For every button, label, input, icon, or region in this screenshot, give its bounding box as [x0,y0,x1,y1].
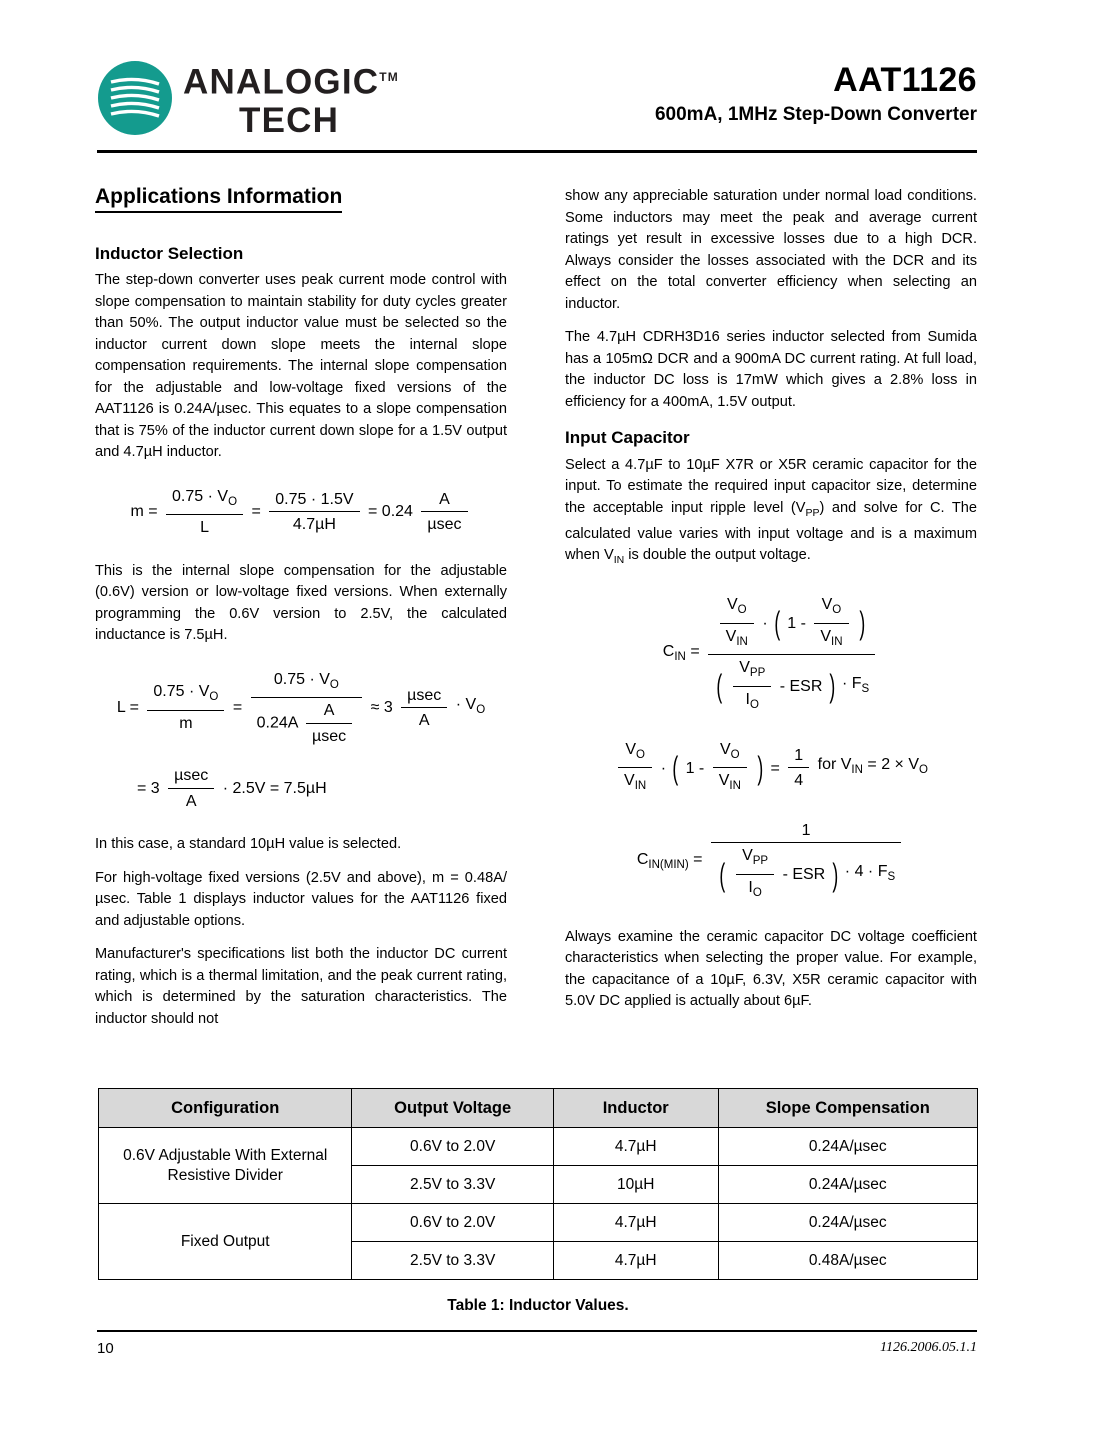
eq5-den-fraction [736,845,774,904]
eq3-num-dot: · [762,614,768,632]
table-header-row [99,1089,978,1128]
eq3-den-tail: · $F_S$ [841,675,870,696]
eq2-equals-1: = [232,699,243,717]
eq4-paren-open: ( [672,749,679,786]
table-caption: Table 1: Inductor Values. [447,1297,629,1314]
eq5-den-esr: - ESR [782,866,826,884]
eq5-den-paren-open: ( [719,856,726,893]
th-slope-compensation: Slope Compensation [718,1089,977,1128]
inductor-values-table [98,1088,978,1280]
footer-divider [97,1330,977,1332]
paragraph-inductor-3: In this case, a standard 10µH value is selected. [95,836,402,853]
eq4-res-num: 1 [788,745,809,769]
eq1-lhs: m = [130,503,158,521]
page-title: Applications Information [95,186,342,213]
eq1-f1-num: $0.75 \cdot V_O$ [166,486,243,516]
eq5-numerator: 1 [711,820,901,844]
eq2-f2-den-num: A [306,700,352,724]
eq2-tail: · $V_O$ [455,696,486,717]
eq4-tail: for $V_{IN} = 2 \times V_O$ [817,756,928,777]
eq2-f2-den-den: µsec [312,727,347,745]
eq1-equals-1: = [251,503,261,521]
eq5-lhs: $C_{IN(MIN)}$ = [636,850,703,871]
eq4-f1-den: $V_{IN}$ [624,772,647,793]
left-column [95,186,507,1042]
paragraph-right-3: Select a 4.7µF to 10µF X7R or X5R ceramic capacitor for the input. To estimate the required input capacitor size, determine the acceptable input ripple level $(V_{PP})$ and solve for C. The calculated value varies with input voltage and is a maximum when $V_{IN}$ is double the output voltage. [565,456,977,567]
part-subtitle: 600mA, 1MHz Step-Down Converter [654,104,977,125]
cell-slope-compensation: 0.48A/µsec [718,1242,977,1280]
eq2-f3-num: µsec [401,685,447,709]
eq5-den-f-den: $I_O$ [748,879,762,900]
eq2-f1-den: m [179,715,193,733]
eq2-f1-num: $0.75 \cdot V_O$ [147,681,224,711]
eq3-num-one: 1 - [787,614,806,632]
page-footer [97,1340,977,1357]
analogic-tech-logo-icon [97,60,173,136]
eq1-fraction-2 [269,489,359,536]
eq3-num-f2-den: $V_{IN}$ [820,627,843,648]
eq4-f2-num: $V_O$ [713,739,747,769]
company-logo [97,56,517,142]
equation-ratio [565,739,977,798]
paragraph-inductor-5: Manufacturer's specifications list both the inductor DC current rating, which is a thermal limitation, and the peak current rating, which is determined by the saturation characteristics. The inductor should not [95,946,507,1027]
eq5-den-tail: · $4 \cdot F_S$ [844,863,896,884]
eq3-paren-close: ) [859,604,866,641]
eq2-line2-num: µsec [168,765,214,789]
eq5-denominator [711,843,901,904]
eq1-f3-num: A [421,489,467,513]
eq2-f3-den: A [418,712,430,730]
eq3-den-paren-close: ) [829,668,836,705]
eq4-fraction-1 [618,739,652,798]
eq1-f3-den: µsec [427,516,462,534]
header-divider [97,150,977,153]
eq4-one: 1 - [685,759,705,777]
page-header [97,46,977,151]
eq1-fraction-1 [166,486,243,539]
cell-output-voltage: 0.6V to 2.0V [352,1128,553,1166]
eq2-approx: ≈ 3 [370,699,393,717]
eq2-f2-den: 0.24A $\frac{A}{\text{µsec}}$ [251,698,363,747]
eq2-line2-post: · 2.5V = 7.5µH [222,780,327,798]
eq3-den-esr: - ESR [779,678,823,696]
eq3-numerator [708,594,875,655]
eq3-denominator [708,655,875,716]
trademark-mark: TM [379,70,399,84]
equation-cin-min [565,820,977,905]
eq1-f1-den: L [200,519,209,537]
eq5-den-f-num: $V_{PP}$ [736,845,774,875]
eq2-lhs: L = [116,699,139,717]
th-configuration: Configuration [99,1089,352,1128]
eq2-fraction-1 [147,681,224,734]
eq2-f2-num: $0.75 \cdot V_O$ [251,669,363,699]
eq3-den-paren-open: ( [716,668,723,705]
cell-inductor: 10µH [553,1166,718,1204]
cell-inductor: 4.7µH [553,1242,718,1280]
right-column [565,186,977,1025]
cell-inductor: 4.7µH [553,1204,718,1242]
th-inductor: Inductor [553,1089,718,1128]
cell-config-fixed: Fixed Output [99,1204,352,1280]
table-row [99,1204,978,1242]
eq3-lhs: $C_{IN}$ = [662,643,700,664]
table-row [99,1128,978,1166]
eq4-res-den: 4 [794,772,804,790]
equation-inductance [95,669,507,813]
cell-output-voltage: 0.6V to 2.0V [352,1204,553,1242]
eq2-fraction-2 [251,669,363,748]
eq4-dot: · [660,759,667,777]
eq2-line2-pre: = 3 [137,780,160,798]
cell-inductor: 4.7µH [553,1128,718,1166]
eq1-f2-den: 4.7µH [292,516,336,534]
eq4-paren-close: ) [757,749,764,786]
paragraph-right-2: The 4.7µH CDRH3D16 series inductor selected from Sumida has a 105mΩ DCR and a 900mA DC current rating. At full load, the inductor DC loss is 17mW which gives a 2.8% loss in efficiency for a 400mA, 1.5V output. [565,329,977,410]
equation-slope-compensation [95,486,507,539]
eq4-fraction-2 [713,739,747,798]
eq4-result-fraction [788,745,809,792]
paragraph-inductor-1: The step-down converter uses peak current mode control with slope compensation to maintain stability for duty cycles greater than 50%. The output inductor value must be selected so the inductor current down slope meets the internal slope compensation requirements. The internal slope compensation for the adjustable and low-voltage fixed versions of the AAT1126 is 0.24A/µsec. This equates to a slope compensation that is 75% of the inductor current down slope for a 1.5V output and 4.7µH inductor. [95,272,507,460]
cell-output-voltage: 2.5V to 3.3V [352,1166,553,1204]
eq5-den-paren-close: ) [832,856,838,893]
eq3-paren-open: ( [774,604,781,641]
eq2-f2-den-fraction [306,700,352,747]
cell-config-adjustable: 0.6V Adjustable With External Resistive Divider [99,1128,352,1204]
eq3-den-f-num: $V_{PP}$ [733,657,771,687]
eq3-num-fraction-2 [814,594,848,653]
eq1-fraction-3 [421,489,467,536]
cell-slope-compensation: 0.24A/µsec [718,1166,977,1204]
header-part-info [457,60,977,128]
part-number: AAT1126 [833,61,977,99]
document-id: 1126.2006.05.1.1 [880,1340,977,1355]
cell-slope-compensation: 0.24A/µsec [718,1204,977,1242]
paragraph-right-1: show any appreciable saturation under normal load conditions. Some inductors may meet the peak and average current ratings yet result in excessive losses due to a high DCR. Always consider the losses associated with the DCR and its effect on the total converter efficiency when selecting an inductor. [565,188,977,312]
eq3-num-fraction-1 [720,594,754,653]
page-number: 10 [97,1340,114,1357]
paragraph-right-4: Always examine the ceramic capacitor DC voltage coefficient characteristics when selecting the proper value. For example, the capacitance of a 10µF, 6.3V, X5R ceramic capacitor with 5.0V DC applied is actually about 6µF. [565,928,977,1010]
eq3-num-f1-den: $V_{IN}$ [725,627,748,648]
cell-output-voltage: 2.5V to 3.3V [352,1242,553,1280]
heading-inductor-selection: Inductor Selection [95,243,244,263]
eq2-fraction-3 [401,685,447,732]
eq5-main-fraction [711,820,901,905]
th-output-voltage: Output Voltage [352,1089,553,1128]
eq3-den-fraction [733,657,771,716]
eq1-f2-num: 0.75 · 1.5V [269,489,359,513]
eq3-main-fraction [708,594,875,717]
heading-input-capacitor: Input Capacitor [565,428,690,447]
eq4-f2-den: $V_{IN}$ [718,772,741,793]
paragraph-inductor-2: This is the internal slope compensation for the adjustable (0.6V) version or low-voltage fixed versions. When externally programming the 0.6V version to 2.5V, the calculated inductance is 7.5µH. [95,562,507,644]
logo-line-analogic: ANALOGIC™ [183,62,399,102]
inductor-values-table-wrap [98,1088,978,1315]
eq3-den-f-den: $I_O$ [745,690,759,712]
eq3-num-f1-num: $V_O$ [720,594,754,624]
eq2-line2-den: A [185,792,197,810]
logo-line-tech: TECH [239,100,340,140]
equation-cin [565,594,977,717]
eq3-num-f2-num: $V_O$ [814,594,848,624]
eq1-equals-2: = 0.24 [368,503,413,521]
cell-slope-compensation: 0.24A/µsec [718,1128,977,1166]
eq4-f1-num: $V_O$ [618,739,652,769]
eq4-equals: = [770,759,780,777]
paragraph-inductor-4: For high-voltage fixed versions (2.5V and above), m = 0.48A/µsec. Table 1 displays inductor values for the AAT1126 fixed and adjustable options. [95,869,507,929]
eq2-line2-fraction [168,765,214,812]
